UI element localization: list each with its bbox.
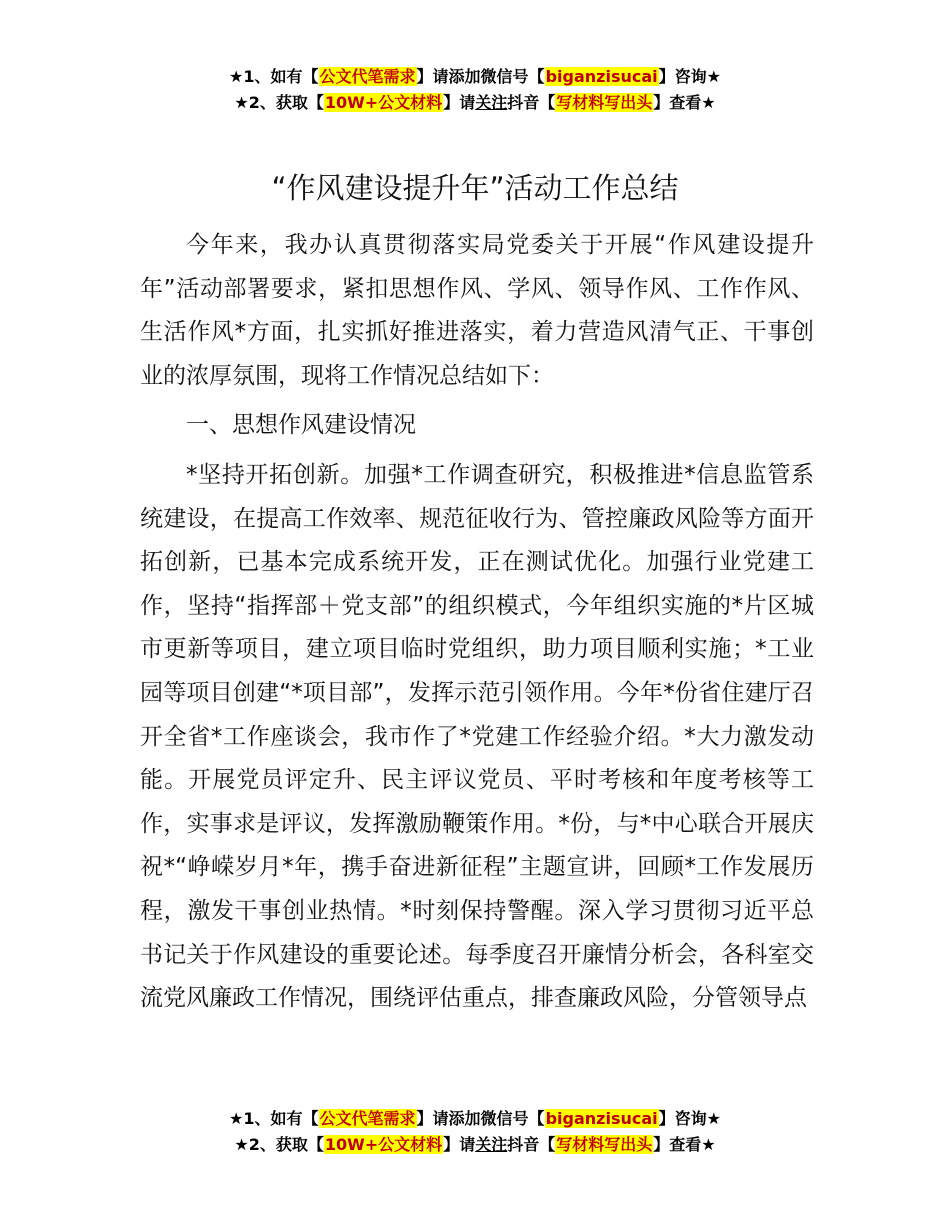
banner-wechat-id: biganzisucai xyxy=(545,1109,658,1128)
banner-text: 】请 xyxy=(416,67,449,86)
banner-line-1 xyxy=(0,64,950,90)
banner-line-2 xyxy=(0,1132,950,1158)
intro-paragraph: 今年来，我办认真贯彻落实局党委关于开展“作风建设提升年”活动部署要求，紧扣思想作风、学风、领导作风、工作作风、生活作风*方面，扎实抓好推进落实，着力营造风清气正、干事创业的浓厚氛围，现将工作情况总结如下： xyxy=(140,232,814,389)
banner-text: ★2、获取【 xyxy=(234,1135,324,1154)
banner-text: 添加 xyxy=(448,1109,481,1128)
banner-text: 微信号【 xyxy=(480,1109,545,1128)
banner-text: 抖音【 xyxy=(507,93,556,112)
banner-line-2 xyxy=(0,90,950,116)
banner-text: 】咨询★ xyxy=(658,67,721,86)
banner-douyin-id: 写材料写出头 xyxy=(556,1135,653,1154)
banner-highlight: 10W+公文材料 xyxy=(324,93,443,112)
banner-highlight: 10W+公文材料 xyxy=(324,1135,443,1154)
banner-text: 】请 xyxy=(416,1109,449,1128)
banner-text: 关注 xyxy=(475,1135,508,1154)
banner-text: 抖音【 xyxy=(507,1135,556,1154)
banner-text: ★2、获取【 xyxy=(234,93,324,112)
footer-banner xyxy=(0,1106,950,1158)
banner-text: ★1、如有【 xyxy=(229,1109,319,1128)
banner-text: 添加 xyxy=(448,67,481,86)
banner-text: 微信号【 xyxy=(480,67,545,86)
banner-highlight: 公文代笔需求 xyxy=(319,67,416,86)
banner-text: 】咨询★ xyxy=(658,1109,721,1128)
document-title: “作风建设提升年”活动工作总结 xyxy=(271,171,679,205)
header-banner xyxy=(0,64,950,116)
banner-text: 】查看★ xyxy=(653,93,716,112)
banner-text: 】请 xyxy=(443,93,476,112)
banner-text: 】请 xyxy=(443,1135,476,1154)
section-heading: 一、思想作风建设情况 xyxy=(186,412,416,439)
banner-text: 关注 xyxy=(475,93,508,112)
banner-line-1 xyxy=(0,1106,950,1132)
section-paragraph: *坚持开拓创新。加强*工作调查研究，积极推进*信息监管系统建设，在提高工作效率、规范征收行为、管控廉政风险等方面开拓创新，已基本完成系统开发，正在测试优化。加强行业党建工作，坚持“指挥部＋党支部”的组织模式，今年组织实施的*片区城市更新等项目，建立项目临时党组织，助力项目顺利实施；*工业园等项目创建“*项目部”，发挥示范引领作用。今年*份省住建厅召开全省*工作座谈会，我市作了*党建工作经验介绍。*大力激发动能。开展党员评定升、民主评议党员、平时考核和年度考核等工作，实事求是评议，发挥激励鞭策作用。*份，与*中心联合开展庆祝*“峥嵘岁月*年，携手奋进新征程”主题宣讲，回顾*工作发展历程，激发干事创业热情。*时刻保持警醒。深入学习贯彻习近平总书记关于作风建设的重要论述。每季度召开廉情分析会，各科室交流党风廉政工作情况，围绕评估重点，排查廉政风险，分管领导点 xyxy=(140,461,814,1012)
banner-wechat-id: biganzisucai xyxy=(545,67,658,86)
banner-text: ★1、如有【 xyxy=(229,67,319,86)
banner-text: 】查看★ xyxy=(653,1135,716,1154)
document-body xyxy=(140,224,814,1021)
banner-highlight: 公文代笔需求 xyxy=(319,1109,416,1128)
banner-douyin-id: 写材料写出头 xyxy=(556,93,653,112)
